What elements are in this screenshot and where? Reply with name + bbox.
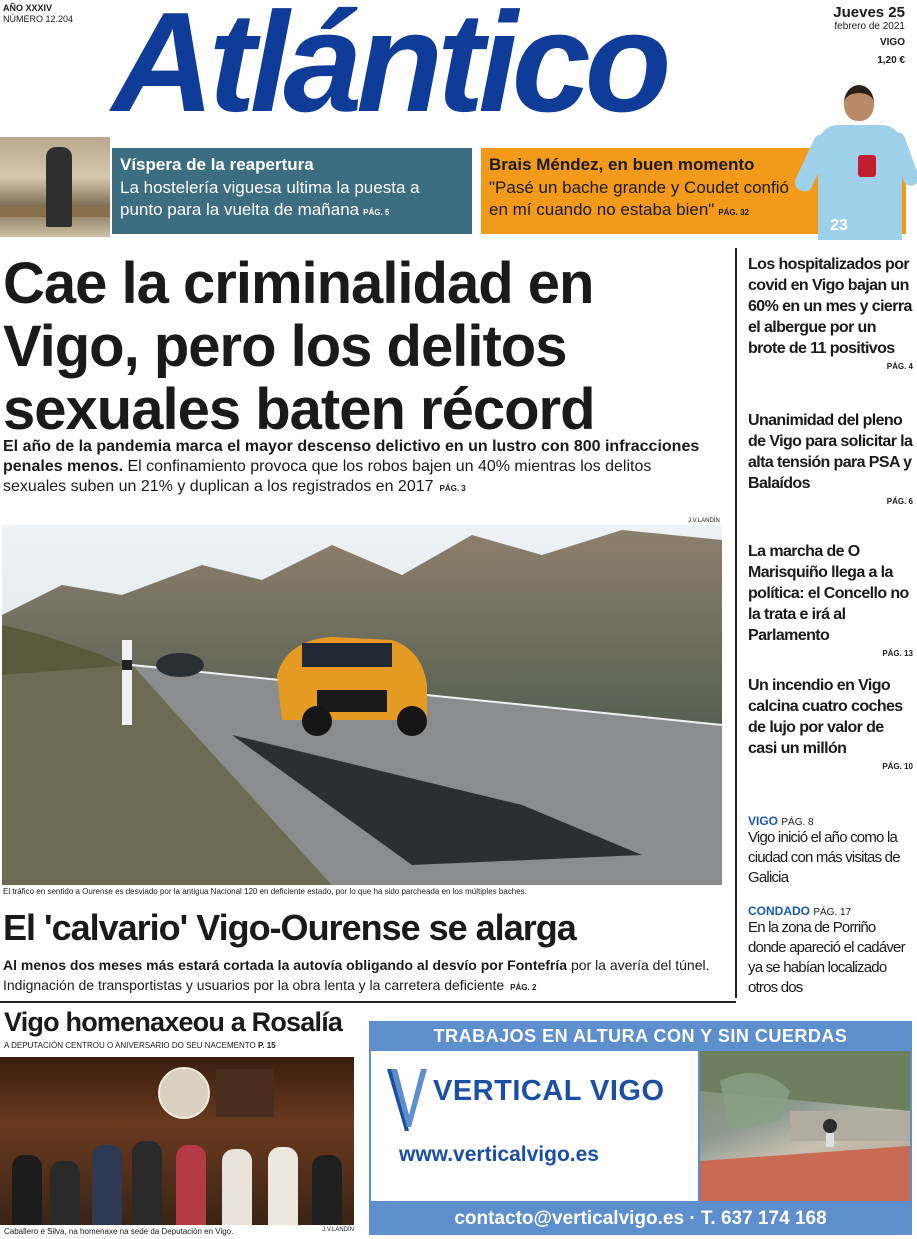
ad-headline: TRABAJOS EN ALTURA CON Y SIN CUERDAS xyxy=(433,1026,848,1046)
brief-text: Vigo inició el año como la ciudad con más visitas de Galicia xyxy=(748,829,900,886)
teaser-title: Víspera de la reapertura xyxy=(120,155,314,174)
road-photo xyxy=(2,525,722,885)
side-story-text: Un incendio en Vigo calcina cuatro coches de lujo por valor de casi un millón xyxy=(748,677,903,757)
ad-photo xyxy=(700,1051,910,1201)
advertisement-vertical-vigo[interactable] xyxy=(369,1021,912,1235)
teaser-page: PÁG. 32 xyxy=(718,208,749,217)
player-head xyxy=(844,85,874,121)
brief-tag: CONDADO PÁG. 17 xyxy=(748,904,852,918)
second-headline[interactable]: El 'calvario' Vigo-Ourense se alarga xyxy=(3,907,576,948)
person-shape xyxy=(50,1161,80,1225)
teaser-photo-restaurant xyxy=(0,137,110,237)
person-shape xyxy=(312,1155,342,1225)
person-shape xyxy=(268,1147,298,1225)
rosalia-photo xyxy=(0,1057,354,1225)
section-divider xyxy=(0,1001,736,1003)
teaser-title: Brais Méndez, en buen momento xyxy=(489,155,755,174)
price-label: 1,20 € xyxy=(877,55,905,66)
club-crest-icon xyxy=(858,155,876,177)
masthead-meta xyxy=(3,3,73,25)
brief-text: En la zona de Porriño donde apareció el cadáver ya se habían localizado otros dos xyxy=(748,919,905,996)
ad-brand: VERTICAL VIGO xyxy=(433,1075,665,1107)
side-story-incendio[interactable] xyxy=(748,668,913,771)
side-story-page: PÁG. 4 xyxy=(886,362,913,371)
side-story-text: Los hospitalizados por covid en Vigo bajan un 60% en un mes y cierra el albergue por un brote de 11 positivos xyxy=(748,256,912,357)
year-label: AÑO XXXIV xyxy=(3,3,53,13)
side-story-text: La marcha de O Marisquiño llega a la política: el Concello no la trata e irá al Parlamento xyxy=(748,543,909,644)
teaser-text: "Pasé un bache grande y Coudet confió en mí cuando no estaba bien" PÁG. 32 xyxy=(489,178,789,219)
teaser-page: PÁG. 5 xyxy=(363,208,390,217)
side-story-page: PÁG. 10 xyxy=(882,762,913,771)
masthead-date xyxy=(833,6,905,68)
teaser-text: La hostelería viguesa ultima la puesta a punto para la vuelta de mañana PÁG. 5 xyxy=(120,178,420,219)
newspaper-logo[interactable]: Atlántico xyxy=(112,0,666,142)
person-shape xyxy=(132,1141,162,1225)
main-headline[interactable]: Cae la criminalidad en Vigo, pero los delitos sexuales baten récord xyxy=(3,251,595,442)
side-story-page: PÁG. 6 xyxy=(886,497,913,506)
ad-panel xyxy=(371,1051,698,1201)
day-label: Jueves 25 xyxy=(833,4,905,21)
brief-tag: VIGO PÁG. 8 xyxy=(748,814,814,828)
brief-vigo[interactable] xyxy=(748,808,913,888)
side-story-text: Unanimidad del pleno de Vigo para solicitar la alta tensión para PSA y Balaídos xyxy=(748,412,913,492)
edition-city: VIGO xyxy=(879,37,905,48)
person-shape xyxy=(12,1155,42,1225)
side-story-hospitalizados[interactable] xyxy=(748,254,913,371)
side-story-pleno[interactable] xyxy=(748,405,913,506)
side-story-marisquino[interactable] xyxy=(748,536,913,658)
side-story-page: PÁG. 13 xyxy=(882,649,913,658)
photo-credit: J.V.LANDÍN xyxy=(688,518,720,524)
player-number: 23 xyxy=(830,217,848,234)
photo-person-shape xyxy=(46,147,72,227)
vertical-vigo-logo-icon xyxy=(385,1065,429,1135)
medallion-shape xyxy=(158,1067,210,1119)
date-label: febrero de 2021 xyxy=(834,21,905,32)
person-shape xyxy=(176,1145,206,1225)
main-lead: El año de la pandemia marca el mayor descenso delictivo en un lustro con 800 infracciones penales menos. El confinamiento provoca que los robos bajen un 40% mientras los delitos sexuales suben un 21% y duplican a los registrados en 2017 PÁG. 3 xyxy=(3,438,700,495)
ad-contact: contacto@verticalvigo.es · T. 637 174 168 xyxy=(454,1208,827,1229)
column-divider xyxy=(735,248,737,998)
person-shape xyxy=(222,1149,252,1225)
teaser-reapertura[interactable] xyxy=(112,148,472,234)
rosalia-headline[interactable]: Vigo homenaxeou a Rosalía xyxy=(4,1007,343,1037)
issue-number: NÚMERO 12.204 xyxy=(3,14,74,24)
brief-condado[interactable] xyxy=(748,898,913,998)
plaque-shape xyxy=(216,1069,274,1117)
photo-caption: El tráfico en sentido a Ourense es desviado por la antigua Nacional 120 en deficiente estado, por lo que ha sido parcheada en los múltiples baches. xyxy=(3,887,527,896)
person-shape xyxy=(92,1145,122,1225)
rosalia-credit: J.V.LANDÍN xyxy=(322,1227,354,1233)
second-page-ref: PÁG. 2 xyxy=(510,983,537,992)
football-player-photo xyxy=(800,85,916,240)
main-page-ref: PÁG. 3 xyxy=(439,484,466,493)
ad-website-link[interactable]: www.verticalvigo.es xyxy=(399,1143,599,1166)
second-lead: Al menos dos meses más estará cortada la autovía obligando al desvío por Fontefría por la avería del túnel. Indignación de transportistas y usuarios por la obra lenta y la carretera deficiente PÁG. 2 xyxy=(3,957,710,993)
rosalia-subhead: A DEPUTACIÓN CENTROU O ANIVERSARIO DO SEU NACEMENTO P. 15 xyxy=(4,1041,276,1050)
rosalia-caption: Caballero e Silva, na homenaxe na sede da Deputación en Vigo. J.V.LANDÍN xyxy=(4,1227,354,1236)
